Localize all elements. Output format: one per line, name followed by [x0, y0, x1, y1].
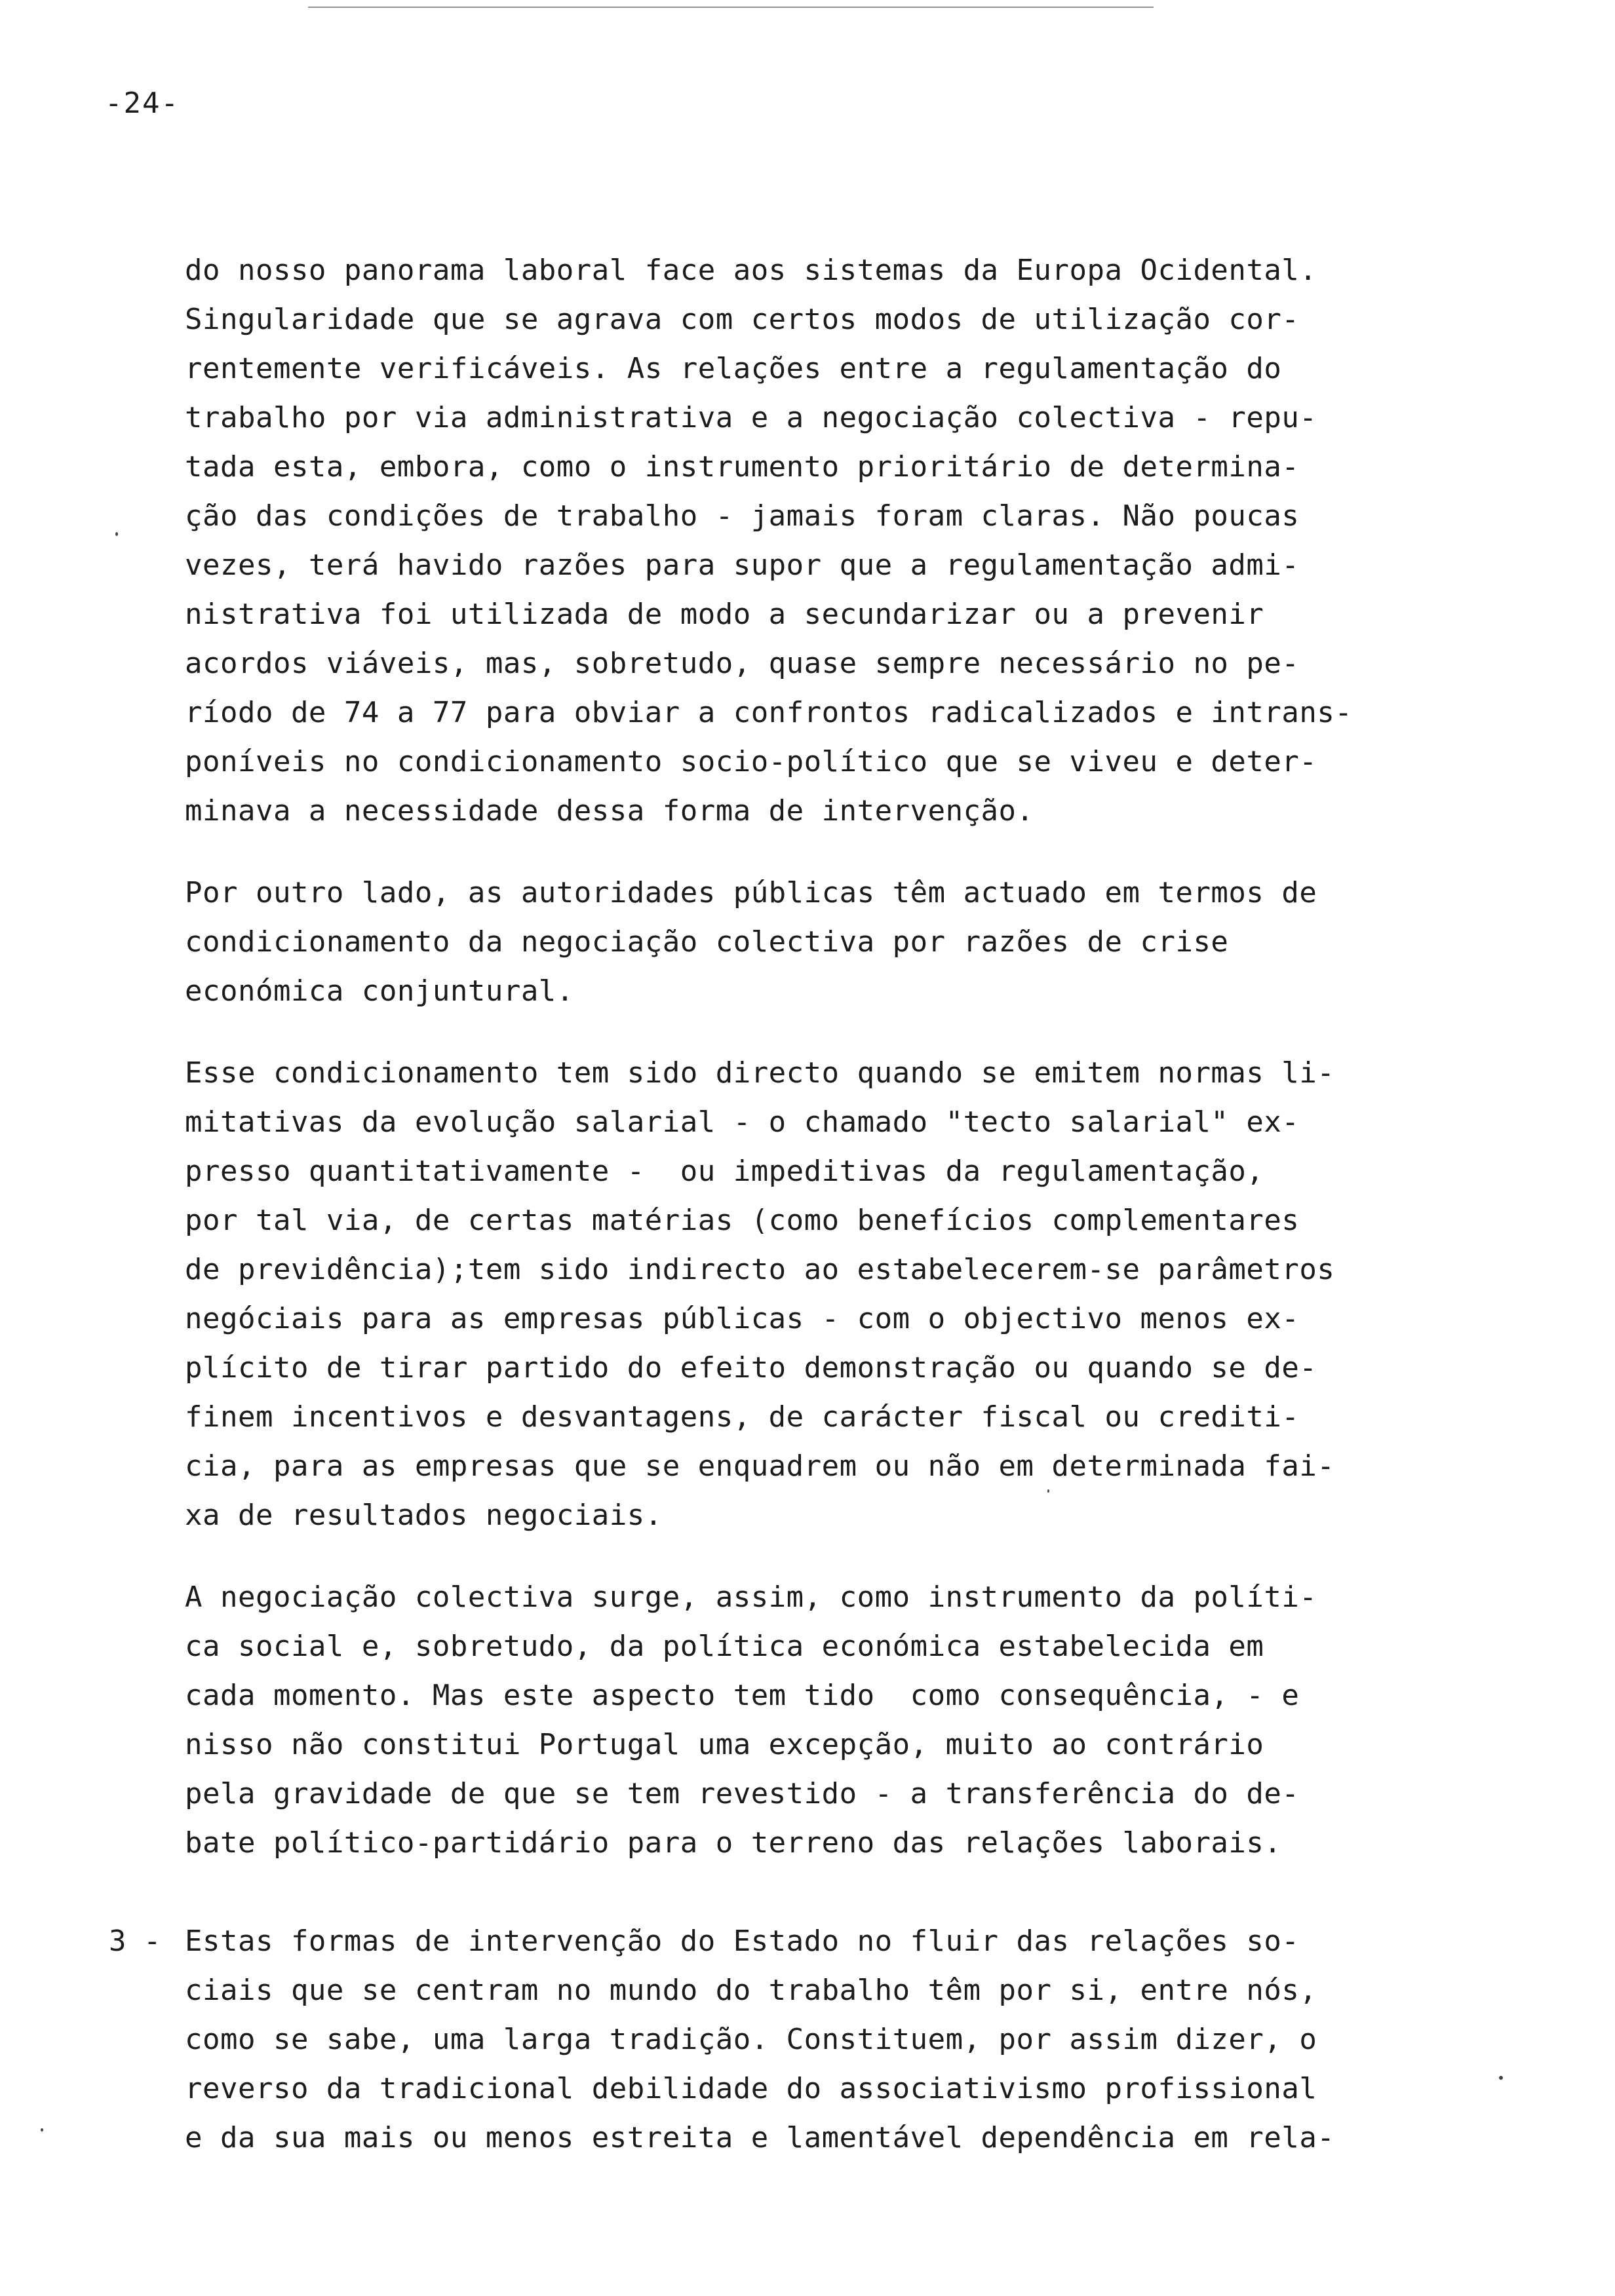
text-line: trabalho por via administrativa e a negociação colectiva - repu-: [185, 401, 1317, 434]
text-line: acordos viáveis, mas, sobretudo, quase sempre necessário no pe-: [185, 647, 1300, 680]
text-line: como se sabe, uma larga tradição. Constituem, por assim dizer, o: [185, 2023, 1317, 2056]
text-line: vezes, terá havido razões para supor que a regulamentação admi-: [185, 548, 1300, 582]
scan-speck: [1047, 1489, 1049, 1493]
text-line: por tal via, de certas matérias (como benefícios complementares: [185, 1204, 1300, 1237]
text-line: e da sua mais ou menos estreita e lamentável dependência em rela-: [185, 2121, 1335, 2154]
text-line: condicionamento da negociação colectiva por razões de crise: [185, 925, 1229, 959]
text-line: do nosso panorama laboral face aos sistemas da Europa Ocidental.: [185, 254, 1317, 287]
text-line: Esse condicionamento tem sido directo quando se emitem normas li-: [185, 1056, 1335, 1090]
text-line: ção das condições de trabalho - jamais foram claras. Não poucas: [185, 499, 1300, 533]
text-line: cia, para as empresas que se enquadrem ou não em determinada fai-: [185, 1449, 1335, 1483]
section-number: 3 -: [109, 1924, 161, 1958]
text-line: nisso não constitui Portugal uma excepção, muito ao contrário: [185, 1728, 1264, 1761]
text-line: negóciais para as empresas públicas - com o objectivo menos ex-: [185, 1302, 1300, 1335]
text-line: nistrativa foi utilizada de modo a secundarizar ou a prevenir: [185, 598, 1264, 631]
text-line: ca social e, sobretudo, da política económica estabelecida em: [185, 1630, 1264, 1663]
text-line: poníveis no condicionamento socio-político que se viveu e deter-: [185, 745, 1317, 778]
scan-top-rule: [308, 7, 1154, 8]
scan-speck: [115, 532, 118, 536]
text-line: ciais que se centram no mundo do trabalho têm por si, entre nós,: [185, 1974, 1317, 2007]
scan-speck: [41, 2128, 43, 2132]
text-line: A negociação colectiva surge, assim, como instrumento da políti-: [185, 1580, 1317, 1614]
text-line: Estas formas de intervenção do Estado no fluir das relações so-: [185, 1924, 1300, 1958]
text-line: rentemente verificáveis. As relações entre a regulamentação do: [185, 352, 1282, 385]
text-line: de previdência);tem sido indirecto ao estabelecerem-se parâmetros: [185, 1253, 1335, 1286]
text-line: Por outro lado, as autoridades públicas têm actuado em termos de: [185, 876, 1317, 909]
page-number: -24-: [105, 86, 180, 120]
text-line: mitativas da evolução salarial - o chamado "tecto salarial" ex-: [185, 1105, 1300, 1139]
text-line: finem incentivos e desvantagens, de carácter fiscal ou crediti-: [185, 1400, 1300, 1434]
scan-speck: [1499, 2076, 1503, 2080]
text-line: reverso da tradicional debilidade do associativismo profissional: [185, 2072, 1317, 2105]
text-line: bate político-partidário para o terreno das relações laborais.: [185, 1826, 1282, 1860]
text-line: plícito de tirar partido do efeito demonstração ou quando se de-: [185, 1351, 1317, 1385]
text-line: tada esta, embora, como o instrumento prioritário de determina-: [185, 450, 1300, 484]
text-line: pela gravidade de que se tem revestido - a transferência do de-: [185, 1777, 1300, 1810]
text-line: xa de resultados negociais.: [185, 1499, 663, 1532]
text-line: minava a necessidade dessa forma de intervenção.: [185, 794, 1034, 828]
text-line: cada momento. Mas este aspecto tem tido como consequência, - e: [185, 1679, 1300, 1712]
text-line: económica conjuntural.: [185, 974, 574, 1008]
text-line: presso quantitativamente - ou impeditivas da regulamentação,: [185, 1155, 1264, 1188]
text-line: ríodo de 74 a 77 para obviar a confrontos radicalizados e intrans-: [185, 696, 1353, 729]
text-line: Singularidade que se agrava com certos modos de utilização cor-: [185, 303, 1300, 336]
